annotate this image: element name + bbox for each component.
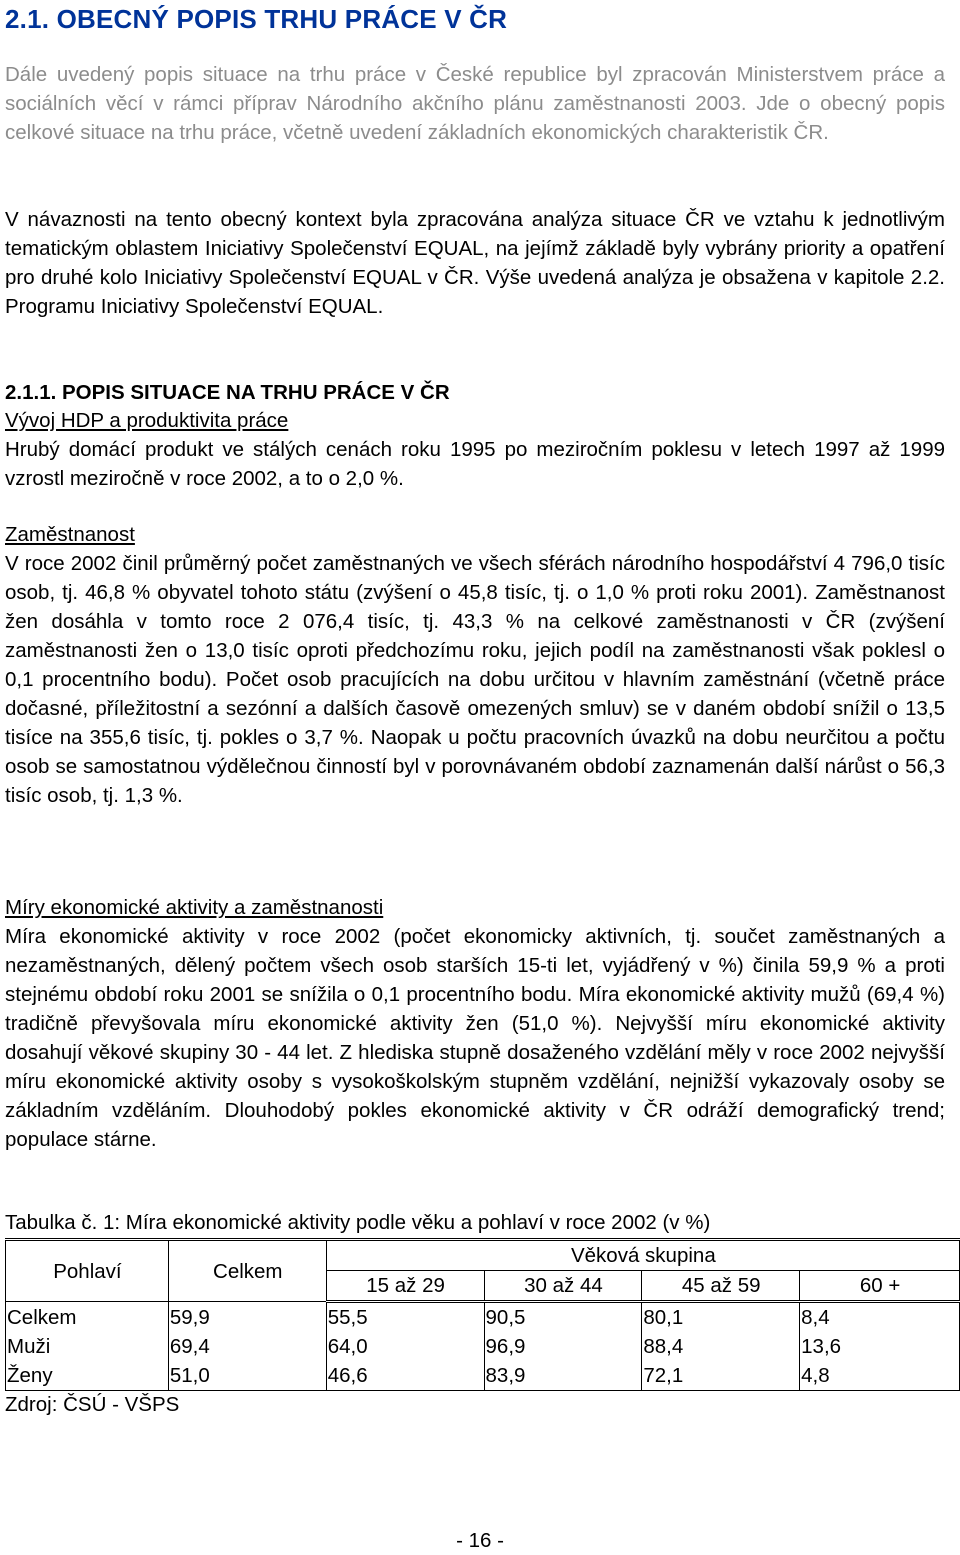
row-total: 59,9 <box>168 1302 326 1333</box>
intro-paragraph: Dále uvedený popis situace na trhu práce v České republice byl zpracován Ministerstvem práce a sociálních věcí v rámci příprav Národního akčního plánu zaměstnanosti 2003. Jde o obecný popis celkové situace na trhu práce, včetně uvedení základních ekonomických charakteristik ČR. <box>5 63 945 144</box>
header-age-4: 60 + <box>800 1271 960 1302</box>
header-age-3: 45 až 59 <box>642 1271 800 1302</box>
employment-section <box>5 520 945 810</box>
row-total: 69,4 <box>168 1332 326 1361</box>
row-sex: Ženy <box>6 1361 169 1391</box>
header-age-2: 30 až 44 <box>484 1271 642 1302</box>
row-value: 4,8 <box>800 1361 960 1391</box>
header-age-group: Věková skupina <box>326 1240 959 1271</box>
table-row <box>6 1332 960 1361</box>
row-value: 55,5 <box>326 1302 484 1333</box>
row-value: 80,1 <box>642 1302 800 1333</box>
header-total: Celkem <box>168 1240 326 1302</box>
row-sex: Muži <box>6 1332 169 1361</box>
activity-title: Míry ekonomické aktivity a zaměstnanosti <box>5 896 384 919</box>
row-sex: Celkem <box>6 1302 169 1333</box>
activity-section <box>5 893 945 1154</box>
row-value: 13,6 <box>800 1332 960 1361</box>
activity-text: Míra ekonomické aktivity v roce 2002 (počet ekonomicky aktivních, tj. součet zaměstnaných a nezaměstnaných, dělený počtem všech osob starších 15-ti let, vyjádřený v %) činila 59,9 % a proti stejnému období roku 2001 se snížila o 0,1 procentního bodu. Míra ekonomické aktivity mužů (69,4 %) tradičně převyšovala míru ekonomické aktivity žen (51,0 %). Nejvyšší míru ekonomické aktivity dosahují věkové skupiny 30 - 44 let. Z hlediska stupně dosaženého vzdělání měly v roce 2002 nejvyšší míru ekonomické aktivity osoby s vysokoškolským stupněm vzdělání, nejnižší vykazovaly osoby se základním vzděláním. Dlouhodobý pokles ekonomické aktivity v ČR odráží demografický trend; populace stárne. <box>5 925 945 1151</box>
employment-title: Zaměstnanost <box>5 523 135 546</box>
table-source: Zdroj: ČSÚ - VŠPS <box>5 1393 180 1416</box>
row-total: 51,0 <box>168 1361 326 1391</box>
gdp-title: Vývoj HDP a produktivita práce <box>5 409 289 432</box>
row-value: 83,9 <box>484 1361 642 1391</box>
header-age-1: 15 až 29 <box>326 1271 484 1302</box>
row-value: 88,4 <box>642 1332 800 1361</box>
row-value: 46,6 <box>326 1361 484 1391</box>
table-caption: Tabulka č. 1: Míra ekonomické aktivity podle věku a pohlaví v roce 2002 (v %) <box>5 1211 711 1234</box>
table-row <box>6 1302 960 1333</box>
chapter-heading: 2.1. OBECNÝ POPIS TRHU PRÁCE V ČR <box>5 4 508 34</box>
gdp-section <box>5 406 945 493</box>
header-sex: Pohlaví <box>6 1240 169 1302</box>
activity-table <box>5 1238 960 1391</box>
table-row <box>6 1361 960 1391</box>
gdp-text: Hrubý domácí produkt ve stálých cenách roku 1995 po meziročním poklesu v letech 1997 až 1999 vzrostl meziročně v roce 2002, a to o 2,0 %. <box>5 438 945 490</box>
employment-text: V roce 2002 činil průměrný počet zaměstnaných ve všech sférách národního hospodářství 4 796,0 tisíc osob, tj. 46,8 % obyvatel tohoto státu (zvýšení o 45,8 tisíc, tj. o 1,0 % proti roku 2001). Zaměstnanost žen dosáhla v tomto roce 2 076,4 tisíc, tj. 43,3 % na celkové zaměstnanosti v ČR (zvýšení zaměstnanosti žen o 13,0 tisíc oproti předchozímu roku, jejich podíl na zaměstnanosti však poklesl o 0,1 procentního bodu). Počet osob pracujících na dobu určitou v hlavním zaměstnání (včetně práce dočasné, příležitostní a sezónní a dalších časově omezených smluv) se v daném období snížil o 13,5 tisíce na 355,6 tisíc, tj. pokles o 3,7 %. Naopak u počtu pracovních úvazků na dobu neurčitou a počtu osob se samostatnou výdělečnou činností byl v porovnávaném období zaznamenán další nárůst o 56,3 tisíc osob, tj. 1,3 %. <box>5 552 945 807</box>
row-value: 64,0 <box>326 1332 484 1361</box>
row-value: 90,5 <box>484 1302 642 1333</box>
row-value: 96,9 <box>484 1332 642 1361</box>
section-heading: 2.1.1. POPIS SITUACE NA TRHU PRÁCE V ČR <box>5 381 450 404</box>
page-number: - 16 - <box>456 1529 504 1552</box>
context-paragraph: V návaznosti na tento obecný kontext byla zpracována analýza situace ČR ve vztahu k jednotlivým tematickým oblastem Iniciativy Společenství EQUAL, na jejímž základě byly vybrány priority a opatření pro druhé kolo Iniciativy Společenství EQUAL v ČR. Výše uvedená analýza je obsažena v kapitole 2.2. Programu Iniciativy Společenství EQUAL. <box>5 208 945 318</box>
row-value: 8,4 <box>800 1302 960 1333</box>
row-value: 72,1 <box>642 1361 800 1391</box>
